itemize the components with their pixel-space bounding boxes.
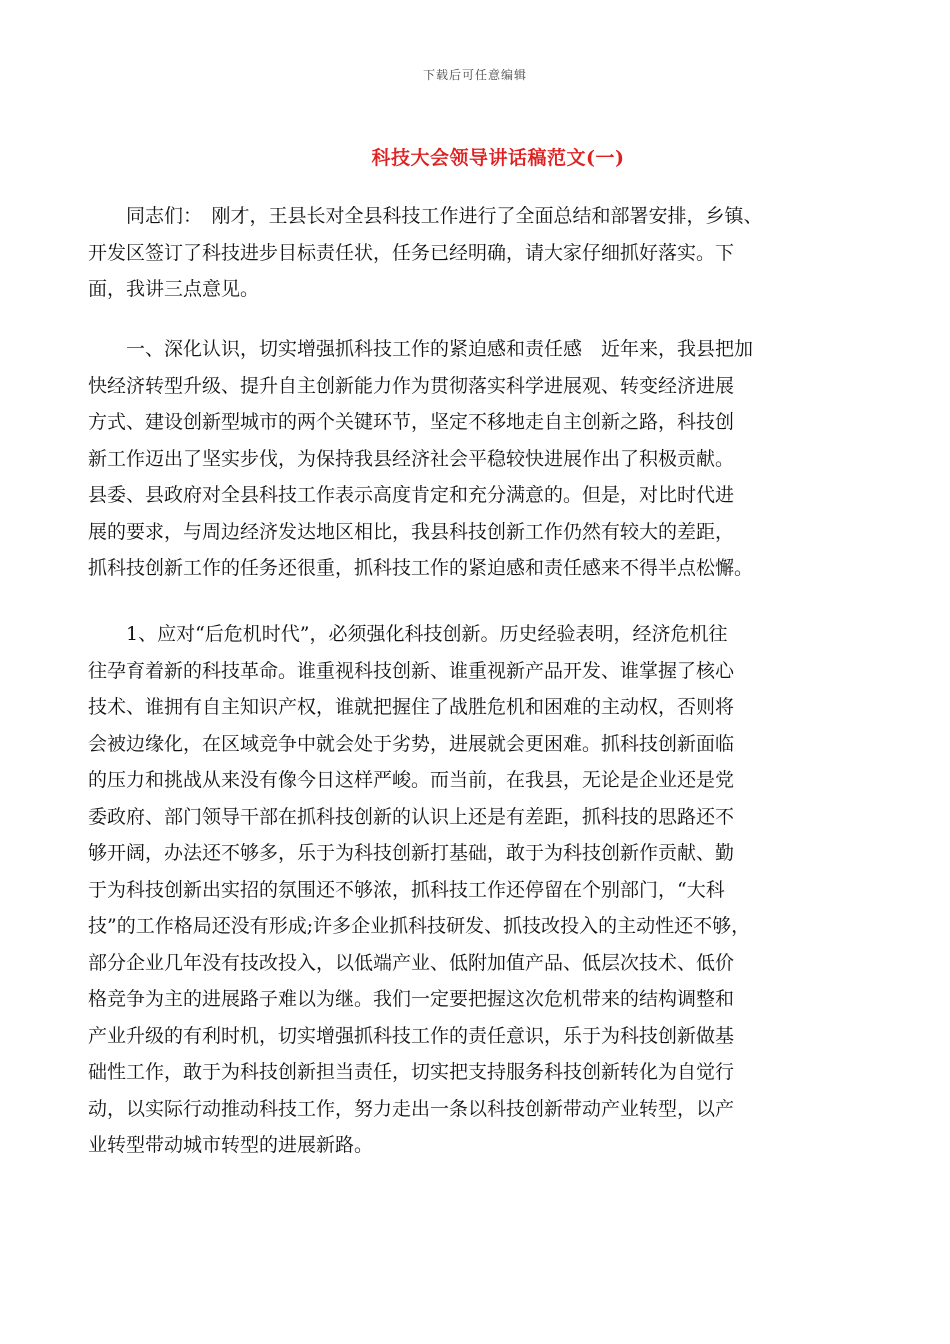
- paragraph-section-one: [88, 331, 863, 587]
- text-line: 往孕育着新的科技革命。谁重视科技创新、谁重视新产品开发、谁掌握了核心: [88, 659, 735, 682]
- text-line: 动，以实际行动推动科技工作，努力走出一条以科技创新带动产业转型，以产: [88, 1097, 735, 1120]
- text-line: 方式、建设创新型城市的两个关键环节，坚定不移地走自主创新之路，科技创: [88, 411, 735, 433]
- text-line: 产业升级的有利时机，切实增强抓科技工作的责任意识，乐于为科技创新做基: [88, 1024, 735, 1047]
- text-line: 同志们： 刚才，王县长对全县科技工作进行了全面总结和部署安排，乡镇、: [88, 205, 763, 227]
- text-line: 抓科技创新工作的任务还很重，抓科技工作的紧迫感和责任感来不得半点松懈。: [88, 557, 754, 579]
- text-line: 会被边缘化，在区域竞争中就会处于劣势，进展就会更困难。抓科技创新面临: [88, 732, 735, 755]
- text-line: 面，我讲三点意见。: [88, 278, 260, 300]
- text-line: 展的要求，与周边经济发达地区相比，我县科技创新工作仍然有较大的差距，: [88, 520, 735, 543]
- text-line: 快经济转型升级、提升自主创新能力作为贯彻落实科学进展观、转变经济进展: [88, 374, 735, 397]
- text-line: 1、应对“后危机时代”，必须强化科技创新。历史经验表明，经济危机往: [88, 623, 728, 645]
- paragraph-opening: [88, 198, 863, 308]
- paragraph-point-one: [88, 616, 863, 1164]
- text-line: 委政府、部门领导干部在抓科技创新的认识上还是有差距，抓科技的思路还不: [88, 805, 735, 828]
- text-line: 技”的工作格局还没有形成;许多企业抓科技研发、抓技改投入的主动性还不够，: [88, 915, 751, 937]
- text-line: 够开阔，办法还不够多，乐于为科技创新打基础，敢于为科技创新作贡献、勤: [88, 842, 735, 864]
- text-line: 技术、谁拥有自主知识产权，谁就把握住了战胜危机和困难的主动权，否则将: [88, 696, 735, 718]
- header-note: 下载后可任意编辑: [422, 68, 527, 82]
- text-line: 开发区签订了科技进步目标责任状，任务已经明确，请大家仔细抓好落实。下: [88, 241, 735, 264]
- text-line: 的压力和挑战从来没有像今日这样严峻。而当前，在我县，无论是企业还是党: [88, 769, 735, 791]
- text-line: 业转型带动城市转型的进展新路。: [88, 1134, 374, 1156]
- text-line: 格竞争为主的进展路子难以为继。我们一定要把握这次危机带来的结构调整和: [88, 988, 735, 1010]
- text-line: 部分企业几年没有技改投入，以低端产业、低附加值产品、低层次技术、低价: [88, 951, 735, 974]
- text-line: 县委、县政府对全县科技工作表示高度肯定和充分满意的。但是，对比时代进: [88, 484, 735, 506]
- text-line: 于为科技创新出实招的氛围还不够浓，抓科技工作还停留在个别部门，“大科: [88, 878, 725, 901]
- document-title: 科技大会领导讲话稿范文(一): [371, 147, 625, 169]
- text-line: 新工作迈出了坚实步伐，为保持我县经济社会平稳较快进展作出了积极贡献。: [88, 447, 735, 470]
- text-line: 础性工作，敢于为科技创新担当责任，切实把支持服务科技创新转化为自觉行: [88, 1061, 735, 1083]
- text-line: 一、深化认识，切实增强抓科技工作的紧迫感和责任感 近年来，我县把加: [88, 338, 754, 360]
